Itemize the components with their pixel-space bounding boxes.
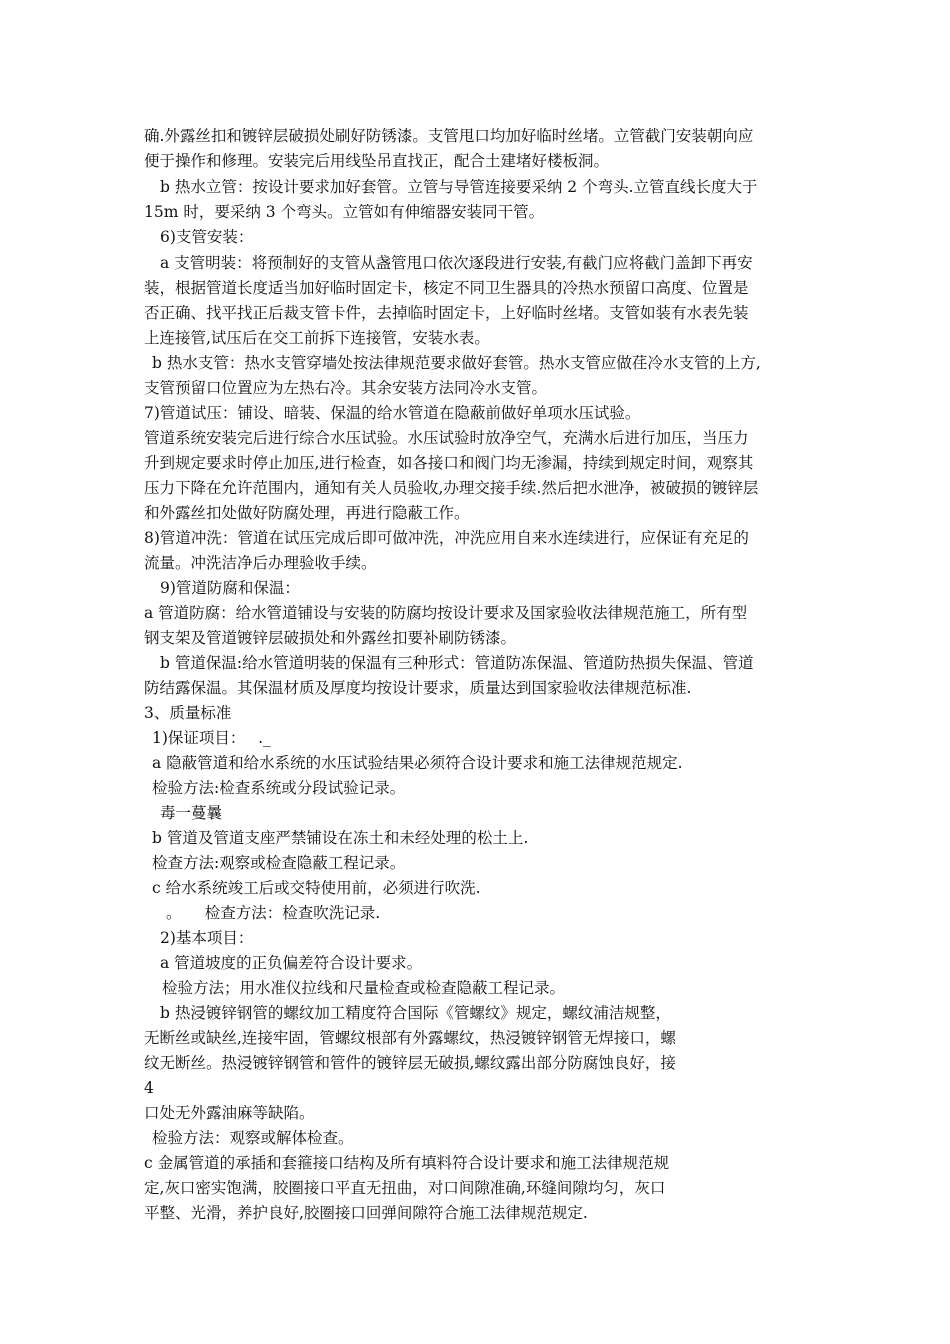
text-line-27: 检验方法:检查系统或分段试验记录。 [152, 779, 406, 797]
text-line-42: c 金属管道的承插和套箍接口结构及所有填料符合设计要求和施工法律规范规 [144, 1154, 670, 1172]
text-line-11: 支管预留口位置应为左热右冷。其余安装方法同冷水支管。 [144, 379, 548, 397]
text-line-29: b 管道及管道支座严禁铺设在冻土和未经处理的松土上. [152, 829, 529, 847]
text-line-18: 流量。冲洗洁净后办理验收手续。 [144, 554, 377, 572]
text-line-17: 8)管道冲洗：管道在试压完成后即可做冲洗，冲洗应用自来水连续进行，应保证有充足的 [144, 529, 749, 547]
text-line-13: 管道系统安装完后进行综合水压试验。水压试验时放净空气，充满水后进行加压，当压力 [144, 429, 749, 447]
text-line-35: 检验方法；用水准仪拉线和尺量检查或检查隐蔽工程记录。 [162, 979, 566, 997]
text-line-40: 口处无外露油麻等缺陷。 [144, 1104, 315, 1122]
text-line-23: 防结露保温。其保温材质及厚度均按设计要求，质量达到国家验收法律规范标准. [144, 679, 692, 697]
text-line-25: 1)保证项目： ._ [152, 729, 271, 747]
text-line-22: b 管道保温:给水管道明装的保温有三种形式：管道防冻保温、管道防热损失保温、管道 [160, 654, 754, 672]
text-line-5: 6)支管安装： [160, 228, 254, 246]
text-line-1: 确.外露丝扣和镀锌层破损处刷好防锈漆。支管甩口均加好临时丝堵。立管截门安装朝向应 [144, 127, 754, 145]
text-line-26: a 隐蔽管道和给水系统的水压试验结果必须符合设计要求和施工法律规范规定. [152, 754, 683, 772]
text-line-44: 平整、光滑，养护良好,胶圈接口回弹间隙符合施工法律规范规定. [144, 1204, 588, 1222]
text-line-33: 2)基本项目： [160, 929, 254, 947]
text-line-12: 7)管道试压：铺设、暗装、保温的给水管道在隐蔽前做好单项水压试验。 [144, 404, 641, 422]
text-line-2: 便于操作和修理。安装完后用线坠吊直找正，配合土建堵好楼板洞。 [144, 152, 610, 170]
text-line-28: 毒一蔓曩 [160, 804, 223, 822]
text-line-20: a 管道防腐：给水管道铺设与安装的防腐均按设计要求及国家验收法律规范施工，所有型 [144, 604, 748, 622]
text-line-6: a 支管明装：将预制好的支管从盏管甩口依次逐段进行安装,有截门应将截门盖卸下再安 [160, 254, 753, 272]
text-line-3: b 热水立管：按设计要求加好套管。立管与导管连接要采纳 2 个弯头.立管直线长度大于 [160, 178, 758, 196]
text-line-4: 15m 时，要采纳 3 个弯头。立管如有伸缩器安装同干管。 [144, 203, 545, 221]
text-line-32: 。 检查方法：检查吹洗记录. [166, 904, 381, 922]
page-number: 4 [144, 1079, 154, 1097]
text-line-14: 升到规定要求时停止加压,进行检查，如各接口和阀门均无渗漏，持续到规定时间，观察其 [144, 454, 754, 472]
text-line-8: 否正确、找平找正后裁支管卡件，去掉临时固定卡，上好临时丝堵。支管如装有水表先装 [144, 304, 749, 322]
text-line-37: 无断丝或缺丝,连接牢固，管螺纹根部有外露螺纹，热浸镀锌钢管无焊接口，螺 [144, 1029, 676, 1047]
text-line-9: 上连接管,试压后在交工前拆下连接管，安装水表。 [144, 329, 490, 347]
text-line-41: 检验方法：观察或解体检查。 [152, 1129, 354, 1147]
text-line-43: 定,灰口密实饱满，胶圈接口平直无扭曲，对口间隙准确,环缝间隙均匀，灰口 [144, 1179, 666, 1197]
text-line-16: 和外露丝扣处做好防腐处理，再进行隐蔽工作。 [144, 504, 470, 522]
text-line-36: b 热浸镀锌钢管的螺纹加工精度符合国际《管螺纹》规定，螺纹浦洁规整， [160, 1004, 671, 1022]
text-line-10: b 热水支管：热水支管穿墙处按法律规范要求做好套管。热水支管应做荏冷水支管的上方, [152, 354, 761, 372]
text-line-7: 装，根据管道长度适当加好临时固定卡，核定不同卫生器具的冷热水预留口高度、位置是 [144, 279, 749, 297]
text-line-19: 9)管道防腐和保温： [160, 579, 300, 597]
text-line-31: c 给水系统竣工后或交特使用前，必须进行吹洗. [152, 879, 481, 897]
text-line-34: a 管道坡度的正负偏差符合设计要求。 [160, 954, 423, 972]
text-line-15: 压力下降在允许范围内，通知有关人员验收,办理交接手续.然后把水泄净，被破损的镀锌层 [144, 479, 759, 497]
text-line-30: 检查方法:观察或检查隐蔽工程记录。 [152, 854, 406, 872]
section-heading-quality: 3、质量标准 [144, 704, 232, 722]
text-line-21: 钢支架及管道镀锌层破损处和外露丝扣要补刷防锈漆。 [144, 629, 517, 647]
text-line-38: 纹无断丝。热浸镀锌钢管和管件的镀锌层无破损,螺纹露出部分防腐蚀良好，接 [144, 1054, 676, 1072]
